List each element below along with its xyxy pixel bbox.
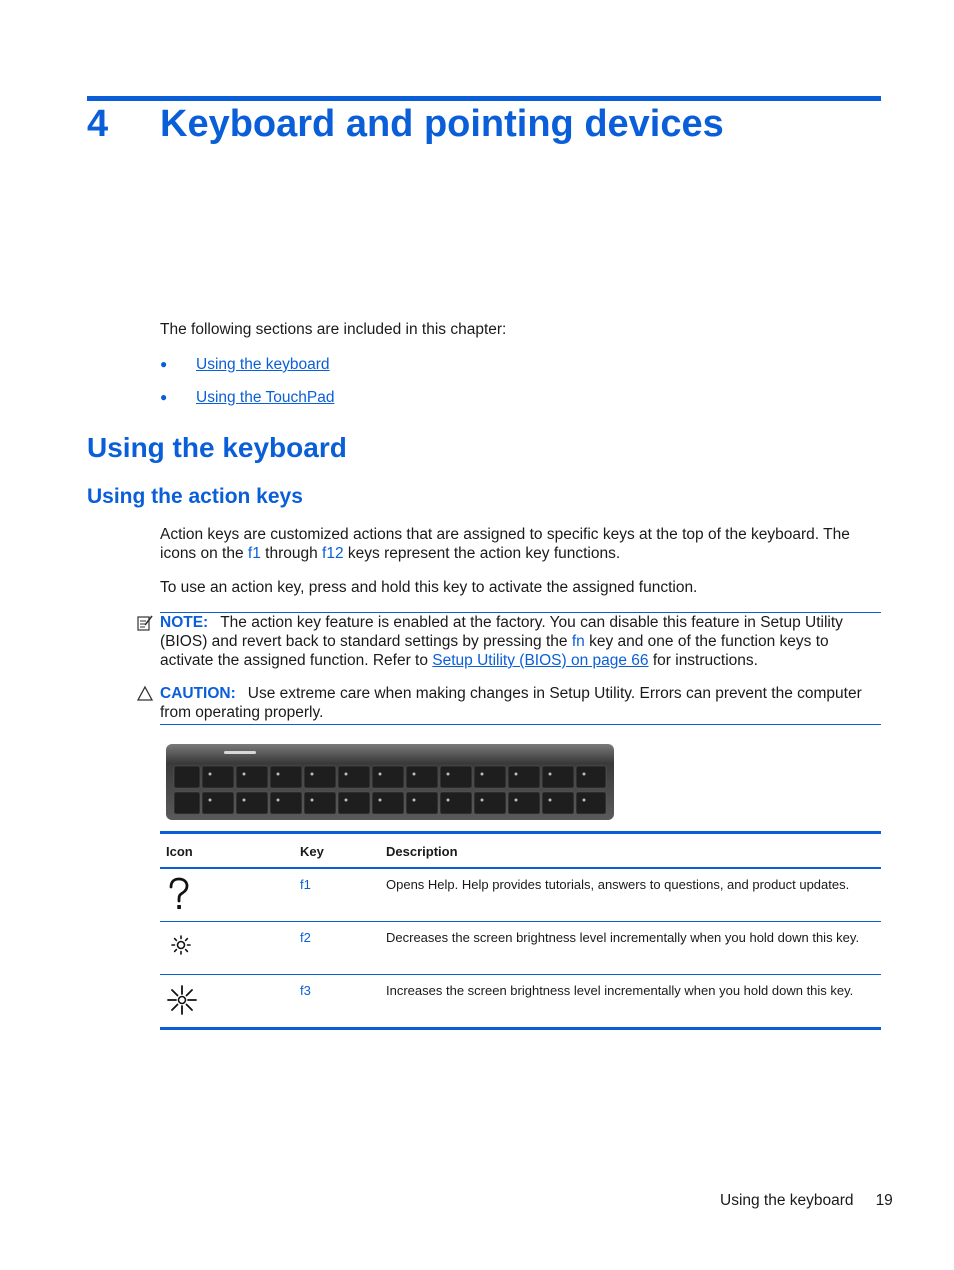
key-cell: f3 bbox=[294, 975, 380, 1029]
keyboard-action-keys-photo bbox=[166, 744, 614, 820]
link-using-the-keyboard[interactable]: Using the keyboard bbox=[196, 356, 330, 373]
page-number: 19 bbox=[875, 1192, 893, 1209]
table-row bbox=[160, 975, 881, 1029]
note-label: NOTE: bbox=[160, 614, 209, 631]
header-icon: Icon bbox=[160, 833, 294, 869]
help-icon bbox=[166, 877, 192, 913]
chapter-number: 4 bbox=[87, 103, 109, 145]
para-text: keys represent the action key functions. bbox=[343, 545, 621, 562]
key-f12: f12 bbox=[322, 545, 344, 562]
icon-cell bbox=[160, 922, 294, 975]
key-f1: f1 bbox=[247, 545, 261, 562]
table-row bbox=[160, 922, 881, 975]
subsection-title: Using the action keys bbox=[87, 485, 303, 508]
caution-label: CAUTION: bbox=[160, 685, 236, 702]
section-title: Using the keyboard bbox=[87, 432, 347, 463]
table-header-row bbox=[160, 833, 881, 869]
action-keys-paragraph bbox=[160, 525, 882, 563]
bullet-icon: ● bbox=[160, 357, 168, 371]
para-text: Action keys are customized actions that are assigned to specific keys at the top of the keyboard. The icons on the bbox=[160, 526, 850, 562]
header-description: Description bbox=[380, 833, 881, 869]
para-text: through bbox=[260, 545, 323, 562]
icon-cell bbox=[160, 868, 294, 922]
chapter-title-text: Keyboard and pointing devices bbox=[160, 103, 724, 145]
note-text: The action key feature is enabled at the factory. You can disable this feature in Setup Utility (BIOS) and revert back to standard settings by pressing the bbox=[160, 614, 843, 650]
key-cell: f2 bbox=[294, 922, 380, 975]
note-icon bbox=[136, 614, 154, 632]
note-text: for instructions. bbox=[648, 652, 758, 669]
usage-paragraph: To use an action key, press and hold this key to activate the assigned function. bbox=[160, 579, 698, 596]
bullet-icon: ● bbox=[160, 390, 168, 404]
list-item bbox=[160, 354, 334, 387]
action-keys-table bbox=[160, 831, 881, 1030]
header-key: Key bbox=[294, 833, 380, 869]
caution-triangle-icon bbox=[136, 685, 154, 703]
caution-text: Use extreme care when making changes in Setup Utility. Errors can prevent the computer from operating properly. bbox=[160, 685, 862, 721]
description-cell: Opens Help. Help provides tutorials, answers to questions, and product updates. bbox=[386, 877, 850, 892]
note-box bbox=[160, 612, 881, 670]
key-cell: f1 bbox=[300, 877, 311, 892]
list-item bbox=[160, 387, 334, 420]
description-cell: Decreases the screen brightness level incrementally when you hold down this key. bbox=[380, 922, 881, 975]
link-using-the-touchpad[interactable]: Using the TouchPad bbox=[196, 389, 335, 406]
key-fn: fn bbox=[571, 633, 585, 650]
caution-box bbox=[160, 684, 881, 725]
brightness-down-icon bbox=[166, 930, 196, 960]
description-cell: Increases the screen brightness level incrementally when you hold down this key. bbox=[380, 975, 881, 1029]
brightness-up-icon bbox=[166, 983, 198, 1017]
intro-text: The following sections are included in this chapter: bbox=[160, 321, 507, 338]
note-text: key and one of the function keys to activate the assigned function. Refer to bbox=[160, 633, 829, 669]
page-footer bbox=[720, 1192, 893, 1210]
chapter-contents-list bbox=[160, 354, 334, 420]
table-row bbox=[160, 868, 881, 922]
chapter-title bbox=[87, 100, 724, 148]
link-setup-utility[interactable]: Setup Utility (BIOS) on page 66 bbox=[432, 652, 649, 669]
icon-cell bbox=[160, 975, 294, 1029]
footer-section: Using the keyboard bbox=[720, 1192, 854, 1209]
